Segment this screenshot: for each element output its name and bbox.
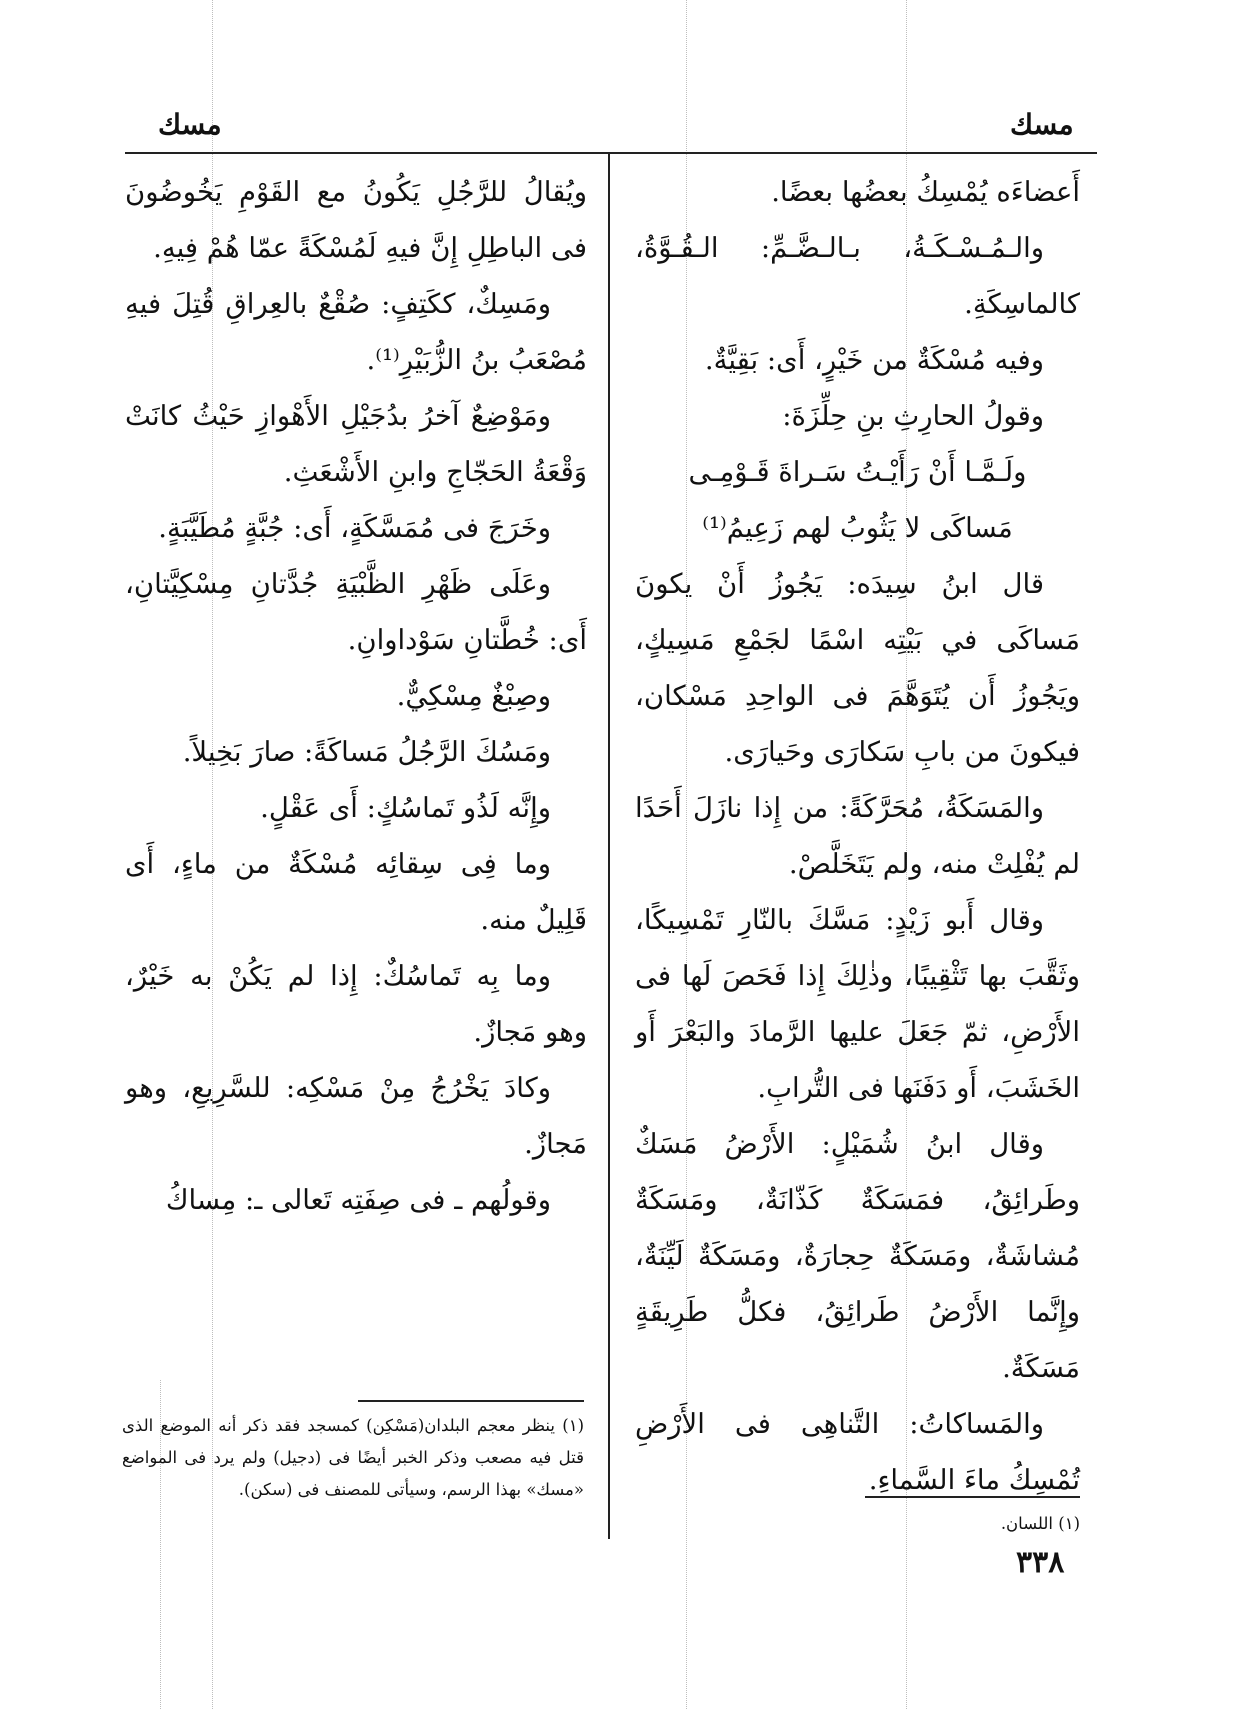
page-number: ٣٣٨ — [1016, 1545, 1065, 1580]
footnote-text: (١) ينظر معجم البلدان(مَسْكِن) كمسجد فقد ذكر أنه الموضع الذى قتل فيه مصعب وذكر الخبر أيضًا فى (دجيل) ولم يرد فى المواضع «مسك» بهذا الرسم، وسيأتى للمصنف فى (سكن). — [122, 1416, 584, 1499]
paragraph: والمَسَكَةُ، مُحَرَّكَةً: من إِذا نازَلَ أَحَدًا لم يُفْلِتْ منه، ولم يَتَخَلَّصْ. — [635, 792, 1080, 880]
paragraph: وما بِه تَماسُكٌ: إِذا لم يَكُنْ به خَيْرٌ، وهو مَجازٌ. — [125, 960, 587, 1048]
paragraph: ومَوْضِعٌ آخرُ بدُجَيْلِ الأَهْوازِ حَيْثُ كانَتْ وَقْعَةُ الحَجّاجِ وابنِ الأَشْعَثِ. — [125, 400, 587, 488]
paragraph: وقولُهم ـ فى صِفَتِه تَعالى ـ: مِساكُ — [165, 1184, 551, 1216]
paragraph: وعَلَى ظَهْرِ الظَّبْيَةِ جُدَّتانِ مِسْكِيَّتانِ، أَى: خُطَّتانِ سَوْداوانِ. — [125, 568, 587, 656]
paragraph: والمَساكاتُ: التَّناهِى فى الأَرْضِ تُمْسِكُ ماءَ السَّماءِ. — [635, 1408, 1080, 1496]
running-head-left: مسك — [158, 108, 222, 141]
verse-line: ولَـمَّـا أَنْ رَأَيْـتُ سَـراةَ قَـوْمِـى — [688, 456, 1027, 488]
footnote-left — [122, 1410, 584, 1506]
paragraph: وكادَ يَخْرُجُ مِنْ مَسْكِه: للسَّرِيعِ، وهو مَجازٌ. — [125, 1072, 587, 1160]
paragraph: وما فِى سِقائِه مُسْكَةٌ من ماءٍ، أَى قَلِيلٌ منه. — [125, 848, 587, 936]
paragraph: وقولُ الحارِثِ بنِ حِلِّزَةَ: — [782, 400, 1044, 432]
column-divider — [608, 154, 610, 1539]
verse-line: مَساكَى لا يَثُوبُ لهم زَعِيمُ⁽¹⁾ — [702, 512, 1013, 544]
left-column — [125, 164, 587, 1228]
paragraph: ومَسِكٌ، ككَتِفٍ: صُقْعٌ بالعِراقِ قُتِلَ فيهِ مُصْعَبُ بنُ الزُّبَيْرِ⁽¹⁾. — [125, 288, 587, 376]
paragraph: وفيه مُسْكَةٌ من خَيْرٍ، أَى: بَقِيَّةٌ. — [704, 344, 1044, 376]
right-column — [635, 164, 1080, 1508]
paragraph: وصِبْغٌ مِسْكِيٌّ. — [396, 680, 551, 712]
paragraph: ويُقالُ للرَّجُلِ يَكُونُ مع القَوْمِ يَخُوضُونَ فى الباطِلِ إِنَّ فيهِ لَمُسْكَةً عمّا هُمْ فِيهِ. — [125, 176, 587, 264]
paragraph: أَعضاءَه يُمْسِكُ بعضُها بعضًا. — [771, 176, 1080, 208]
paragraph: وإِنَّه لَذُو تَماسُكٍ: أَى عَقْلٍ. — [260, 792, 551, 824]
paragraph: قال ابنُ سِيدَه: يَجُوزُ أَنْ يكونَ مَساكَى في بَيْتِه اسْمًا لجَمْعِ مَسِيكٍ، ويَجُوزُ أَن يُتَوَهَّمَ فى الواحِدِ مَسْكان، فيكونَ من بابِ سَكارَى وحَيارَى. — [635, 568, 1080, 768]
header-rule — [125, 152, 1097, 154]
footnote-text: (١) اللسان. — [1000, 1514, 1080, 1533]
paragraph: ومَسُكَ الرَّجُلُ مَساكَةً: صارَ بَخِيلاً. — [182, 736, 551, 768]
paragraph: وقال أَبو زَيْدٍ: مَسَّكَ بالنّارِ تَمْسِيكًا، وثَقَّبَ بها تَثْقِيبًا، وذٰلِكَ إِذا فَحَصَ لَها فى الأَرْضِ، ثمّ جَعَلَ عليها الرَّمادَ والبَعْرَ أَو الخَشَبَ، أَو دَفَنَها فى التُّرابِ. — [635, 904, 1080, 1104]
footnote-rule — [865, 1496, 1080, 1498]
paragraph: وخَرَجَ فى مُمَسَّكَةٍ، أَى: جُبَّةٍ مُطَيَّبَةٍ. — [158, 512, 551, 544]
running-head-right: مسك — [1010, 108, 1074, 141]
paragraph: والـمُـسْـكَـةُ، بـالـضَّـمِّ: الـقُـوَّةُ، كالماسِكَةِ. — [635, 232, 1080, 320]
footnote-right — [700, 1508, 1080, 1540]
paragraph: وقال ابنُ شُمَيْلٍ: الأَرْضُ مَسَكٌ وطَرائِقُ، فمَسَكَةٌ كَذّانَةٌ، ومَسَكَةٌ مُشاشَةٌ، ومَسَكَةٌ حِجارَةٌ، ومَسَكَةٌ لَيِّنَةٌ، وإِنَّما الأَرْضُ طَرائِقُ، فكلُّ طَرِيقَةٍ مَسَكَةٌ. — [635, 1128, 1080, 1384]
footnote-rule — [358, 1400, 584, 1402]
